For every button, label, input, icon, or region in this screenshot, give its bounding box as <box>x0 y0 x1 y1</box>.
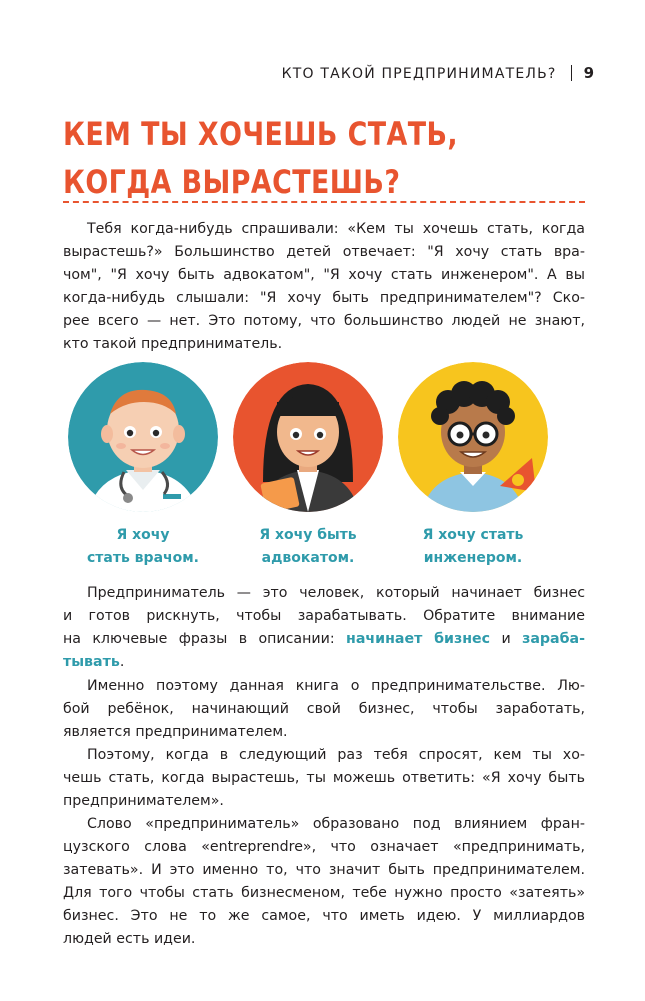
chapter-title: КТО ТАКОЙ ПРЕДПРИНИМАТЕЛЬ? <box>281 66 557 82</box>
lawyer-caption-line-1: Я хочу быть <box>259 527 357 543</box>
section-title-line-1: КЕМ ТЫ ХОЧЕШЬ СТАТЬ, <box>63 115 458 153</box>
lawyer-caption-line-2: адвокатом. <box>261 550 355 566</box>
header-separator <box>571 65 572 81</box>
intro-line: Тебя когда-нибудь спрашивали: «Кем ты хочешь стать, когда <box>87 221 585 237</box>
paragraph-line: чешь стать, когда вырастешь, ты можешь ответить: «Я хочу быть <box>63 770 585 786</box>
paragraph-line: Именно поэтому данная книга о предпринимательстве. Лю- <box>87 678 585 694</box>
intro-line: чом", "Я хочу быть адвокатом", "Я хочу стать инженером". А вы <box>63 267 585 283</box>
section-title <box>63 110 500 206</box>
engineer-caption <box>393 524 553 570</box>
paragraph-line <box>63 651 585 674</box>
paragraph-line: бизнес. Это не то же самое, что иметь идею. У миллиардов <box>63 908 585 924</box>
paragraph-line: Поэтому, когда в следующий раз тебя спросят, кем ты хо- <box>87 747 585 763</box>
highlight-earn-part1: зараба- <box>522 631 585 647</box>
paragraph-line <box>63 628 585 651</box>
doctor-caption-line-2: стать врачом. <box>86 550 200 566</box>
answer-paragraph <box>63 744 585 813</box>
running-head <box>0 64 594 82</box>
paragraph-line: и готов рискнуть, чтобы зарабатывать. Обратите внимание <box>63 608 585 624</box>
paragraph-text: . <box>119 654 125 670</box>
highlight-earn-part2: тывать <box>63 654 120 670</box>
paragraph-line: является предпринимателем. <box>63 724 288 740</box>
engineer-illustration <box>398 362 548 512</box>
intro-line: рее всего — нет. Это потому, что большинство людей не знают, <box>63 313 585 329</box>
engineer-caption-line-1: Я хочу стать <box>422 527 524 543</box>
paragraph-line: цузского слова «entreprendre», что означает «предпринимать, <box>63 839 585 855</box>
paragraph-line: бой ребёнок, начинающий свой бизнес, чтобы заработать, <box>63 701 585 717</box>
page-number: 9 <box>583 64 594 82</box>
paragraph-line: предпринимателем». <box>63 793 224 809</box>
lawyer-illustration <box>233 362 383 512</box>
paragraph-text: на ключевые фразы в описании: <box>63 631 347 647</box>
intro-paragraph <box>63 218 585 356</box>
paragraph-line: Слово «предприниматель» образовано под влиянием фран- <box>87 816 585 832</box>
definition-paragraph <box>63 582 585 674</box>
book-purpose-paragraph <box>63 675 585 744</box>
paragraph-line: затевать». И это именно то, что значит быть предпринимателем. <box>63 862 585 878</box>
intro-line: когда-нибудь слышали: "Я хочу быть предпринимателем"? Ско- <box>63 290 585 306</box>
paragraph-line: Предприниматель — это человек, который начинает бизнес <box>87 585 585 601</box>
doctor-caption <box>63 524 223 570</box>
highlight-start-business: начинает бизнес <box>346 631 491 647</box>
doctor-caption-line-1: Я хочу <box>116 527 170 543</box>
paragraph-line: людей есть идеи. <box>63 931 196 947</box>
etymology-paragraph <box>63 813 585 951</box>
paragraph-line: Для того чтобы стать бизнесменом, тебе нужно просто «затеять» <box>63 885 585 901</box>
doctor-illustration <box>68 362 218 512</box>
lawyer-caption <box>228 524 388 570</box>
intro-line: вырастешь?» Большинство детей отвечает: "Я хочу стать вра- <box>63 244 585 260</box>
dashed-divider <box>63 201 585 203</box>
section-title-line-2: КОГДА ВЫРАСТЕШЬ? <box>63 163 401 201</box>
intro-line: кто такой предприниматель. <box>63 336 283 352</box>
engineer-caption-line-2: инженером. <box>423 550 523 566</box>
conjunction-text: и <box>490 631 523 647</box>
